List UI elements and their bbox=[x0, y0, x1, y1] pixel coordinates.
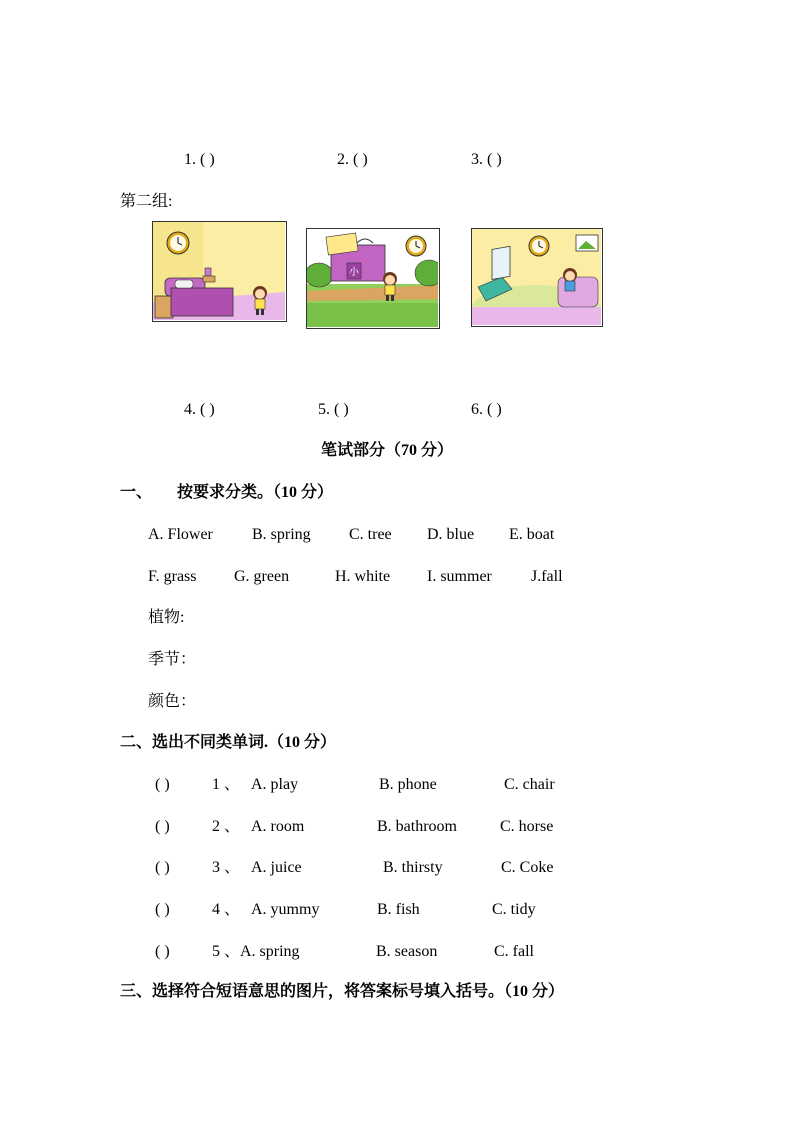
answer-blank-5: 5. ( ) bbox=[318, 401, 349, 418]
answer-blank-2: 2. ( ) bbox=[337, 151, 368, 168]
item1-option-b: B. phone bbox=[379, 776, 437, 793]
item5-number-and-a: 5 、A. spring bbox=[212, 943, 300, 960]
option-j: J.fall bbox=[531, 568, 563, 585]
girl-icon bbox=[255, 289, 265, 299]
option-e: E. boat bbox=[509, 526, 555, 543]
answer-blank-1: 1. ( ) bbox=[184, 151, 215, 168]
answer-blank-3: 3. ( ) bbox=[471, 151, 502, 168]
section1-heading: 按要求分类。（10 分） bbox=[177, 484, 334, 501]
option-i: I. summer bbox=[427, 568, 492, 585]
sofa-icon bbox=[558, 277, 598, 307]
option-h: H. white bbox=[335, 568, 391, 585]
item2-option-c: C. horse bbox=[500, 818, 554, 835]
option-a: A. Flower bbox=[148, 526, 213, 543]
item3-bracket: ( ) bbox=[155, 859, 170, 876]
group2-label: 第二组: bbox=[120, 193, 173, 210]
category-colors: 颜色： bbox=[148, 693, 197, 710]
bedroom-picture bbox=[152, 221, 287, 322]
answer-blank-4: 4. ( ) bbox=[184, 401, 215, 418]
item3-option-b: B. thirsty bbox=[383, 859, 443, 876]
section2-heading: 二、选出不同类单词.（10 分） bbox=[120, 734, 337, 751]
section1-number: 一、 bbox=[120, 484, 153, 501]
option-f: F. grass bbox=[148, 568, 197, 585]
section3-heading: 三、选择符合短语意思的图片，将答案标号填入括号。（10 分） bbox=[120, 983, 565, 1000]
item1-option-c: C. chair bbox=[504, 776, 555, 793]
answer-blank-6: 6. ( ) bbox=[471, 401, 502, 418]
item2-option-b: B. bathroom bbox=[377, 818, 457, 835]
school-picture bbox=[306, 228, 440, 329]
option-d: D. blue bbox=[427, 526, 475, 543]
item4-option-b: B. fish bbox=[377, 901, 420, 918]
option-g: G. green bbox=[234, 568, 290, 585]
option-b: B. spring bbox=[252, 526, 311, 543]
category-plants: 植物: bbox=[148, 609, 185, 626]
item1-number: 1 、 bbox=[212, 776, 241, 793]
item5-option-c: C. fall bbox=[494, 943, 534, 960]
item5-bracket: ( ) bbox=[155, 943, 170, 960]
item4-option-a: A. yummy bbox=[251, 901, 320, 918]
item5-option-b: B. season bbox=[376, 943, 438, 960]
item4-bracket: ( ) bbox=[155, 901, 170, 918]
item1-bracket: ( ) bbox=[155, 776, 170, 793]
item3-option-a: A. juice bbox=[251, 859, 302, 876]
option-c: C. tree bbox=[349, 526, 392, 543]
living-room-picture bbox=[471, 228, 603, 327]
item2-bracket: ( ) bbox=[155, 818, 170, 835]
svg-text:小: 小 bbox=[349, 267, 359, 278]
girl-icon bbox=[385, 275, 395, 285]
item3-number: 3 、 bbox=[212, 859, 241, 876]
item2-number: 2 、 bbox=[212, 818, 241, 835]
item4-option-c: C. tidy bbox=[492, 901, 536, 918]
category-seasons: 季节： bbox=[148, 651, 197, 668]
tv-icon bbox=[492, 246, 510, 279]
item3-option-c: C. Coke bbox=[501, 859, 554, 876]
girl-icon bbox=[565, 271, 575, 281]
item2-option-a: A. room bbox=[251, 818, 305, 835]
written-section-title: 笔试部分（70 分） bbox=[321, 442, 454, 459]
bed-icon bbox=[171, 288, 233, 316]
item1-option-a: A. play bbox=[251, 776, 299, 793]
item4-number: 4 、 bbox=[212, 901, 241, 918]
